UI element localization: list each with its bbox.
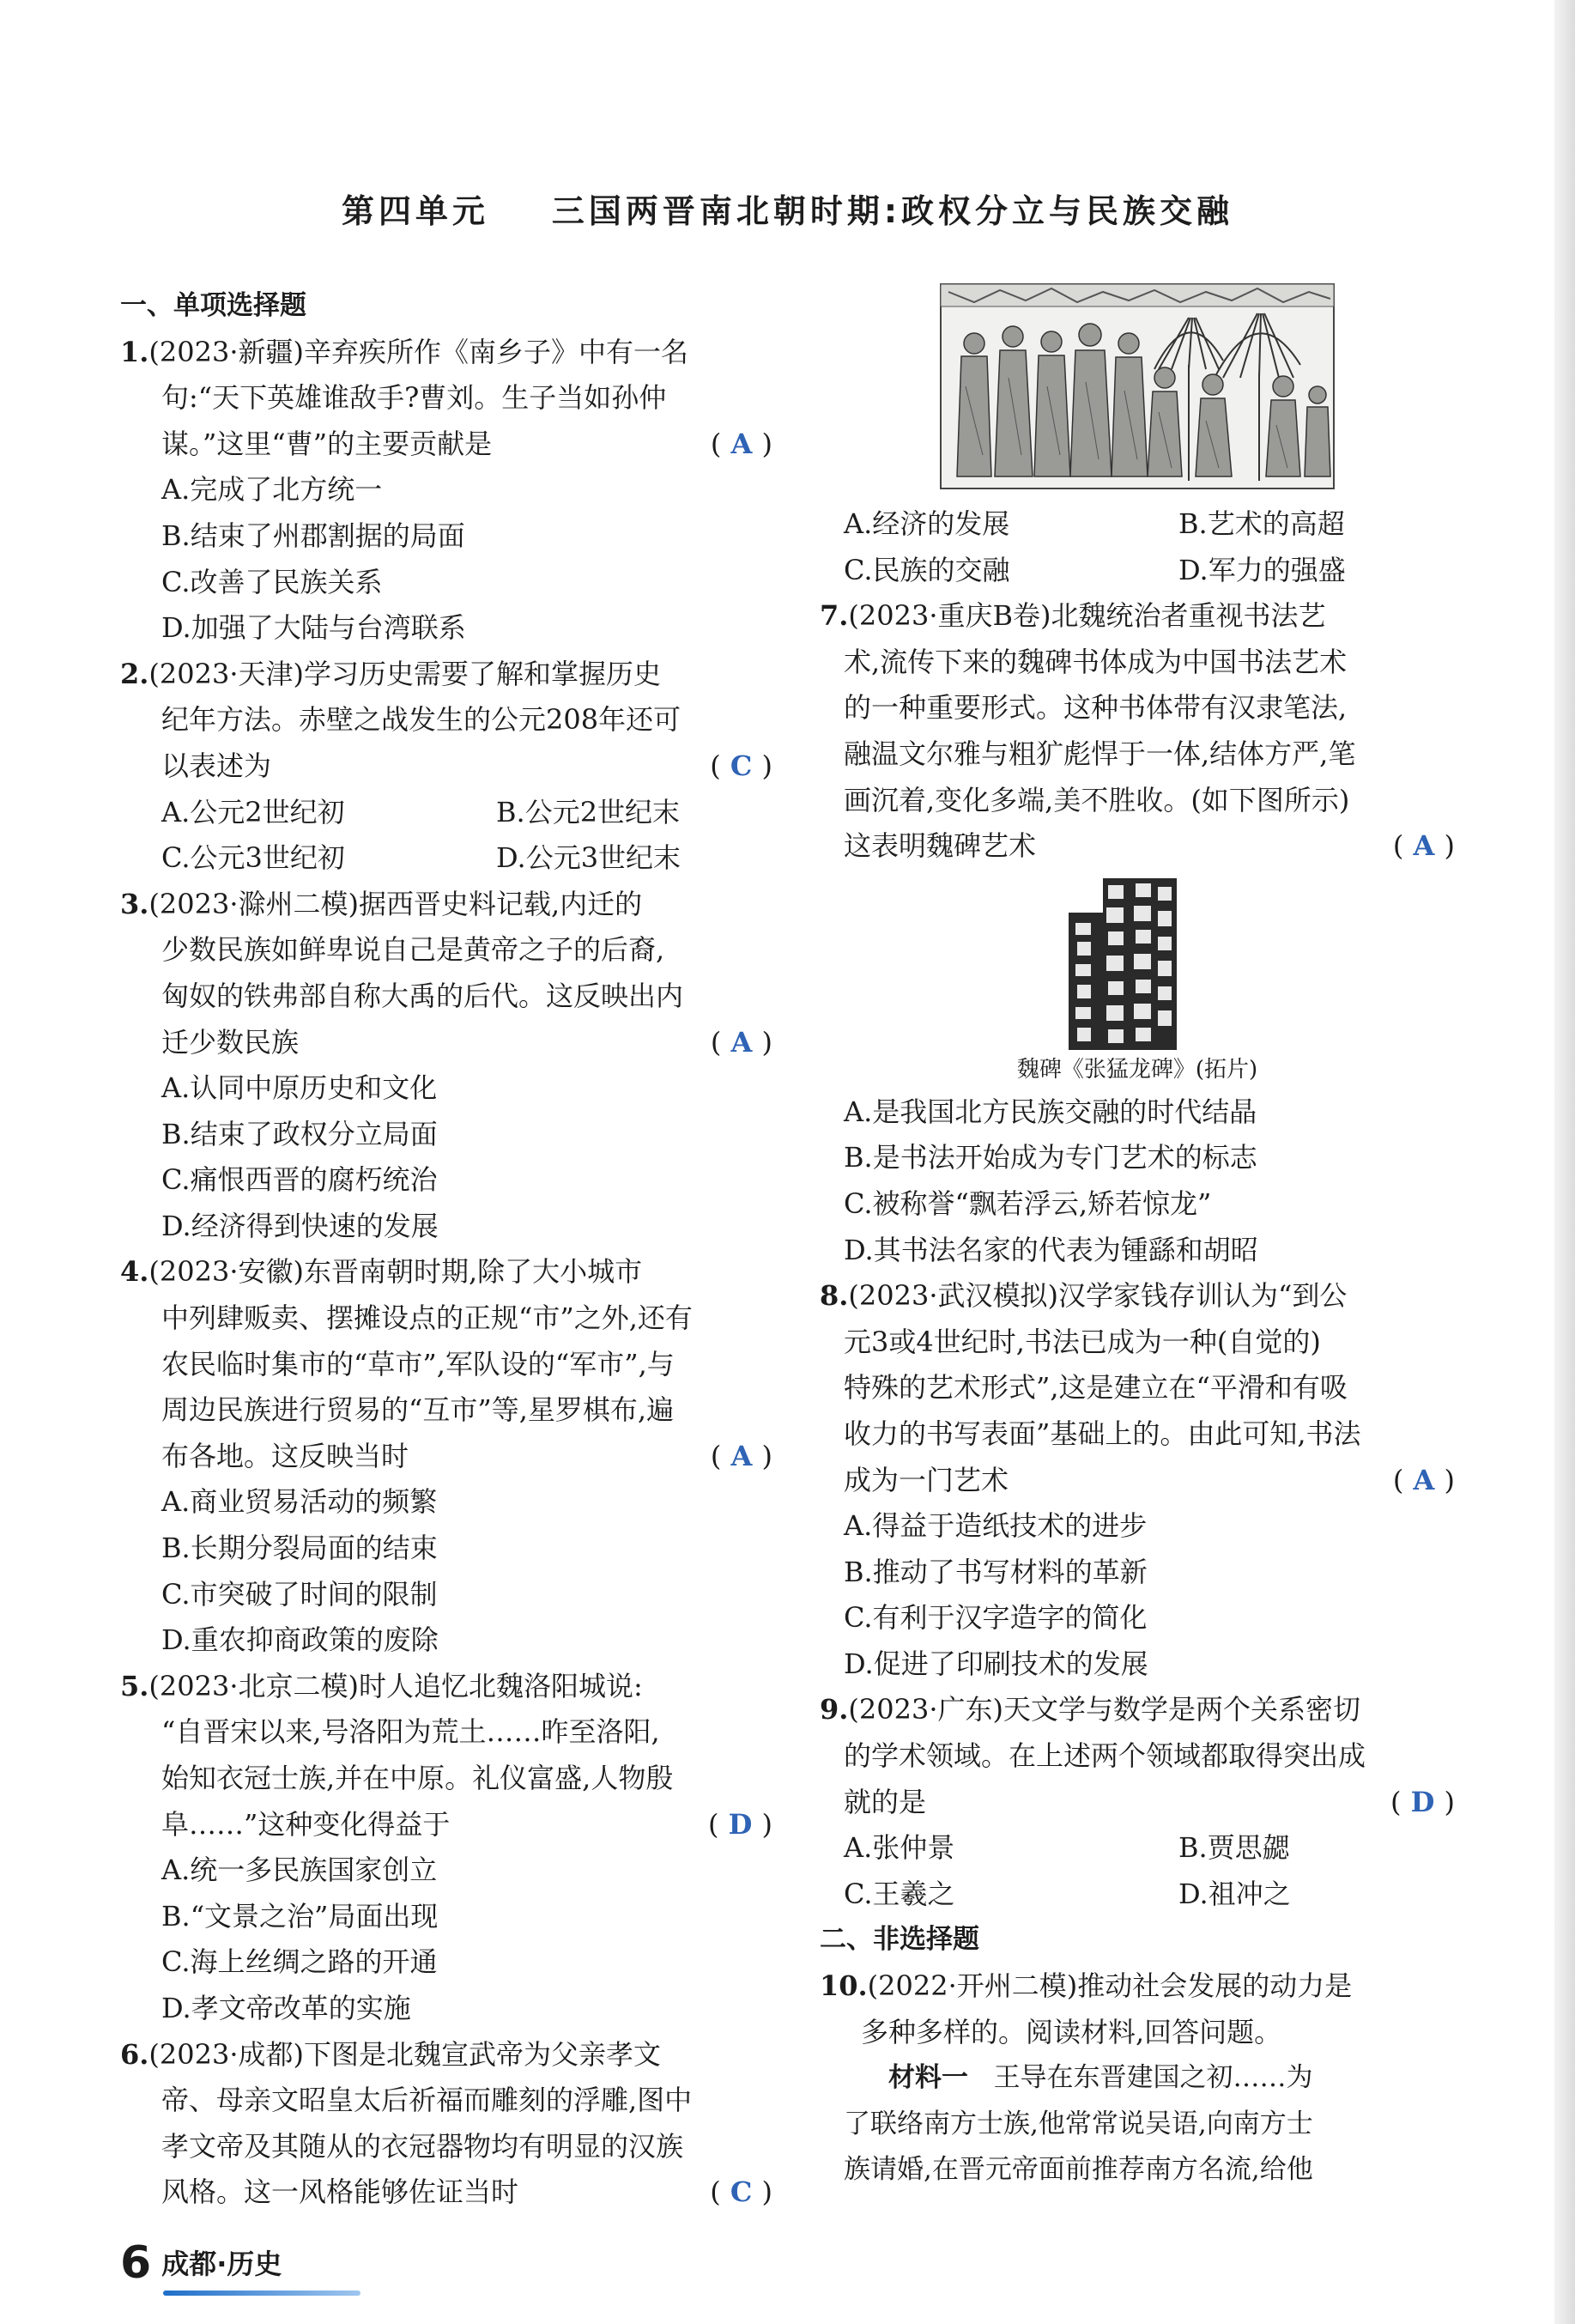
option-pair [120, 835, 772, 882]
question-3-line-2: 少数民族如鲜卑说自己是黄帝之子的后裔, [161, 933, 665, 967]
question-text: 阜……”这种变化得益于 [161, 1807, 451, 1841]
option: B.“文景之治”局面出现 [161, 1899, 439, 1933]
answer-mark: ( A ) [1392, 1463, 1455, 1496]
option: C.被称誉“飘若浮云,矫若惊龙” [844, 1186, 1212, 1220]
option: A.商业贸易活动的频繁 [161, 1485, 438, 1519]
option: D.经济得到快速的发展 [161, 1209, 439, 1242]
option: A.认同中原历史和文化 [161, 1071, 438, 1105]
material-line-2: 了联络南方士族,他常常说吴语,向南方士 [844, 2108, 1313, 2139]
question-2-line-1 [120, 652, 772, 698]
material-label: 材料一 [888, 2062, 968, 2094]
question-7-line-5: 画沉着,变化多端,美不胜收。(如下图所示) [844, 783, 1350, 816]
question-1-line-3 [120, 422, 772, 468]
question-9-line-3 [820, 1780, 1455, 1826]
option: C.民族的交融 [844, 553, 1010, 586]
answer-letter: C [730, 2175, 753, 2209]
right-column [820, 283, 1455, 2194]
option: C.改善了民族关系 [161, 565, 383, 598]
stele-rubbing-image [1069, 878, 1177, 1050]
question-10-line-2: 多种多样的。阅读材料,回答问题。 [861, 2015, 1282, 2048]
question-text: 迁少数民族 [161, 1025, 300, 1059]
option: D.其书法名家的代表为锺繇和胡昭 [844, 1233, 1258, 1266]
question-text: 这表明魏碑艺术 [844, 829, 1037, 863]
option: B.结束了政权分立局面 [161, 1117, 438, 1150]
page-number: 6 [120, 2237, 152, 2289]
question-3-line-3: 匈奴的铁弗部自称大禹的后代。这反映出内 [161, 979, 684, 1012]
question-text: 以表述为 [161, 749, 272, 782]
section-heading-choice: 一、单项选择题 [120, 290, 306, 321]
unit-title: 第四单元 三国两晋南北朝时期:政权分立与民族交融 [341, 192, 1234, 230]
answer-mark: ( A ) [710, 1439, 772, 1472]
question-3-line-1 [120, 882, 772, 928]
question-7-line-2: 术,流传下来的魏碑书体成为中国书法艺术 [844, 645, 1348, 678]
option: B.艺术的高超 [1178, 507, 1345, 540]
answer-letter: A [1413, 829, 1435, 863]
option-pair [820, 501, 1455, 548]
option: D.促进了印刷技术的发展 [844, 1647, 1148, 1680]
question-text: (2023·新疆)辛弃疾所作《南乡子》中有一名 [148, 335, 688, 368]
question-4-line-1 [120, 1249, 772, 1295]
option: C.市突破了时间的限制 [161, 1577, 438, 1611]
question-text: 风格。这一风格能够佐证当时 [161, 2175, 519, 2209]
material-line-3: 族请婚,在晋元帝面前推荐南方名流,给他 [844, 2154, 1313, 2186]
option: D.孝文帝改革的实施 [161, 1991, 411, 2024]
question-8-line-2: 元3或4世纪时,书法已成为一种(自觉的) [844, 1325, 1321, 1358]
option: C.海上丝绸之路的开通 [161, 1945, 438, 1979]
question-5-line-3: 始知衣冠士族,并在中原。礼仪富盛,人物殷 [161, 1762, 674, 1794]
page-edge [1554, 0, 1575, 2324]
question-5-line-1 [120, 1664, 772, 1710]
question-9-line-1 [820, 1687, 1455, 1733]
answer-mark: ( C ) [710, 2175, 772, 2209]
question-text: 谋。”这里“曹”的主要贡献是 [161, 427, 493, 460]
option: A.公元2世纪初 [161, 795, 345, 828]
question-6-line-3: 孝文帝及其随从的衣冠器物均有明显的汉族 [161, 2129, 684, 2163]
option-pair [820, 1872, 1455, 1918]
question-5-line-2: “自晋宋以来,号洛阳为荒土……昨至洛阳, [161, 1715, 660, 1749]
option: A.是我国北方民族交融的时代结晶 [844, 1095, 1257, 1128]
option-pair [820, 1825, 1455, 1872]
answer-letter: A [1413, 1463, 1435, 1496]
option: A.完成了北方统一 [161, 473, 383, 507]
question-text: (2022·开州二模)推动社会发展的动力是 [867, 1969, 1353, 2003]
question-4-line-3: 农民临时集市的“草市”,军队设的“军市”,与 [161, 1347, 675, 1380]
material-text: 王导在东晋建国之初……为 [993, 2062, 1313, 2094]
option: B.公元2世纪末 [496, 795, 681, 828]
option: A.张仲景 [844, 1831, 955, 1865]
question-number: 8. [820, 1279, 849, 1313]
page-footer [120, 2237, 282, 2289]
question-6-line-4 [120, 2169, 772, 2216]
question-text: 布各地。这反映当时 [161, 1439, 409, 1472]
answer-letter: A [730, 1025, 753, 1059]
question-text: (2023·武汉模拟)汉学家钱存训认为“到公 [848, 1279, 1348, 1313]
relief-carving-image [940, 283, 1335, 489]
question-7-line-3: 的一种重要形式。这种书体带有汉隶笔法, [844, 691, 1348, 725]
question-8-line-3: 特殊的艺术形式”,这是建立在“平滑和有吸 [844, 1371, 1348, 1405]
question-2-line-2: 纪年方法。赤壁之战发生的公元208年还可 [161, 703, 681, 737]
answer-mark: ( A ) [1392, 829, 1455, 863]
image-caption: 魏碑《张猛龙碑》(拓片) [1016, 1056, 1258, 1083]
option: B.长期分裂局面的结束 [161, 1532, 438, 1565]
option: C.痛恨西晋的腐朽统治 [161, 1163, 438, 1197]
question-text: 成为一门艺术 [844, 1463, 1009, 1496]
question-text: (2023·滁州二模)据西晋史料记载,内迁的 [148, 887, 643, 920]
question-number: 2. [120, 657, 149, 690]
section-heading-non-choice: 二、非选择题 [820, 1924, 979, 1956]
option: D.军力的强盛 [1178, 553, 1346, 586]
question-9-line-2: 的学术领域。在上述两个领域都取得突出成 [844, 1739, 1366, 1773]
question-7-line-1 [820, 593, 1455, 640]
answer-letter: D [1410, 1785, 1435, 1818]
option: B.推动了书写材料的革新 [844, 1555, 1148, 1588]
answer-letter: C [730, 749, 753, 782]
question-number: 9. [820, 1693, 849, 1726]
option-pair [120, 790, 772, 836]
answer-letter: A [730, 1439, 753, 1472]
question-8-line-5 [820, 1458, 1455, 1504]
option: C.王羲之 [844, 1877, 955, 1910]
answer-mark: ( D ) [1390, 1785, 1455, 1818]
question-4-line-2: 中列肆贩卖、摆摊设点的正规“市”之外,还有 [161, 1302, 693, 1335]
question-number: 3. [120, 887, 149, 920]
option: B.结束了州郡割据的局面 [161, 519, 465, 552]
question-text: (2023·北京二模)时人追忆北魏洛阳城说: [148, 1669, 643, 1702]
option: B.是书法开始成为专门艺术的标志 [844, 1141, 1257, 1174]
question-7-line-6 [820, 823, 1455, 870]
question-1-line-1 [120, 330, 772, 376]
answer-mark: ( D ) [708, 1807, 772, 1841]
answer-mark: ( A ) [710, 427, 772, 460]
question-4-line-4: 周边民族进行贸易的“互市”等,星罗棋布,遍 [161, 1393, 675, 1427]
material-line-1 [820, 2055, 1455, 2102]
question-text: 就的是 [844, 1785, 927, 1818]
option: D.祖冲之 [1178, 1877, 1291, 1910]
question-5-line-4 [120, 1802, 772, 1848]
option: A.得益于造纸技术的进步 [844, 1509, 1148, 1543]
question-text: (2023·成都)下图是北魏宣武帝为父亲孝文 [148, 2037, 661, 2071]
question-1-line-2: 句:“天下英雄谁敌手?曹刘。生子当如孙仲 [161, 381, 667, 415]
question-8-line-1 [820, 1273, 1455, 1320]
question-number: 1. [120, 335, 149, 368]
answer-mark: ( C ) [710, 749, 772, 782]
option: B.贾思勰 [1178, 1831, 1290, 1865]
option: D.加强了大陆与台湾联系 [161, 611, 466, 645]
question-number: 5. [120, 1669, 149, 1702]
option: A.经济的发展 [844, 507, 1010, 540]
relief-carving-illustration [940, 283, 1335, 489]
stele-rubbing-illustration [1069, 878, 1177, 1050]
question-3-line-4 [120, 1020, 772, 1066]
question-number: 6. [120, 2037, 149, 2071]
question-number: 4. [120, 1255, 149, 1289]
question-4-line-5 [120, 1434, 772, 1480]
question-number: 7. [820, 599, 849, 633]
question-text: (2023·安徽)东晋南朝时期,除了大小城市 [148, 1255, 643, 1289]
question-number: 10. [820, 1969, 868, 2003]
footer-label: 成都·历史 [161, 2248, 282, 2280]
question-2-line-3 [120, 743, 772, 790]
question-6-line-1 [120, 2032, 772, 2078]
footer-accent-bar [163, 2291, 360, 2296]
answer-mark: ( A ) [710, 1025, 772, 1059]
answer-letter: A [730, 427, 753, 460]
question-6-line-2: 帝、母亲文昭皇太后祈福而雕刻的浮雕,图中 [161, 2084, 693, 2117]
option: D.重农抑商政策的废除 [161, 1623, 439, 1657]
option: C.公元3世纪初 [161, 841, 345, 875]
option-pair [820, 548, 1455, 594]
question-8-line-4: 收力的书写表面”基础上的。由此可知,书法 [844, 1417, 1361, 1450]
option: D.公元3世纪末 [496, 841, 681, 875]
option: A.统一多民族国家创立 [161, 1854, 438, 1887]
question-7-line-4: 融温文尔雅与粗犷彪悍于一体,结体方严,笔 [844, 737, 1356, 770]
option: C.有利于汉字造字的简化 [844, 1601, 1148, 1635]
question-10-line-1 [820, 1963, 1455, 2010]
left-column [120, 283, 772, 2216]
answer-letter: D [728, 1807, 753, 1841]
question-text: (2023·天津)学习历史需要了解和掌握历史 [148, 657, 661, 690]
question-text: (2023·广东)天文学与数学是两个关系密切 [848, 1693, 1360, 1726]
question-text: (2023·重庆B卷)北魏统治者重视书法艺 [848, 599, 1326, 633]
